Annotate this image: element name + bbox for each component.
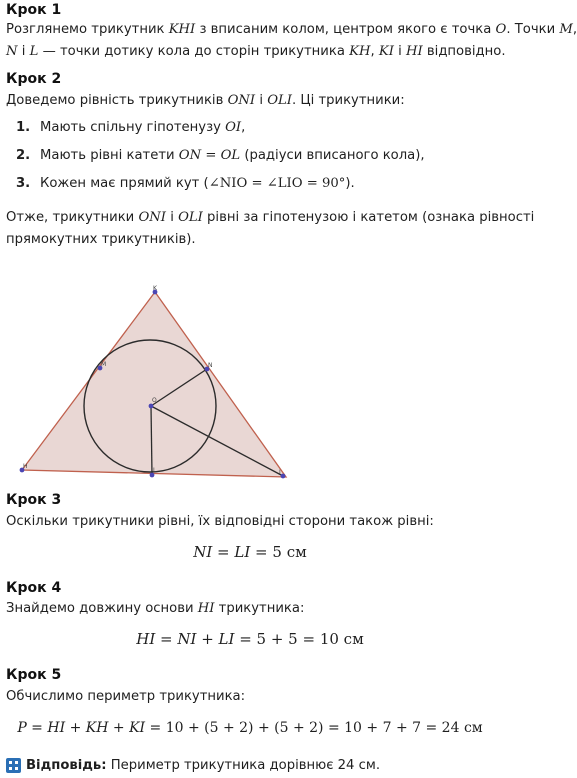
- step-1-line-1: Розглянемо трикутник KHI з вписаним колом, центром якого є точка O. Точки M,: [6, 22, 577, 37]
- triangle-khi: [22, 292, 286, 477]
- step-3-heading: Крок 3: [6, 492, 62, 508]
- step-4-text: Знайдемо довжину основи HI трикутника:: [6, 601, 305, 616]
- step-2-heading: Крок 2: [6, 71, 62, 87]
- point-i: [281, 474, 286, 479]
- step-2-conclusion-line-1: Отже, трикутники ONI і OLI рівні за гіпотенузою і катетом (ознака рівності: [6, 210, 535, 225]
- step-2-intro: Доведемо рівність трикутників ONI і OLI. Ці трикутники:: [6, 93, 405, 108]
- list-item: 3. Кожен має прямий кут (∠NIO = ∠LIO = 90°).: [16, 176, 355, 191]
- list-item: 2. Мають рівні катети ON = OL (радіуси вписаного кола),: [16, 148, 425, 163]
- step-4-heading: Крок 4: [6, 580, 62, 596]
- answer-label: Відповідь:: [26, 758, 107, 773]
- point-o: [149, 404, 154, 409]
- step-3-text: Оскільки трикутники рівні, їх відповідні сторони також рівні:: [6, 514, 434, 529]
- step-1-line-2: N і L — точки дотику кола до сторін трикутника KH, KI і HI відповідно.: [6, 44, 506, 59]
- label-l: L: [153, 467, 157, 474]
- label-m: M: [101, 361, 107, 368]
- label-i: I: [279, 469, 281, 476]
- step-3-formula: NI = LI = 5 см: [193, 543, 307, 561]
- step-5-heading: Крок 5: [6, 667, 62, 683]
- label-h: H: [23, 463, 28, 470]
- label-o: O: [152, 397, 157, 404]
- step-2-conclusion-line-2: прямокутних трикутників).: [6, 232, 196, 247]
- answer-text: Периметр трикутника дорівнює 24 см.: [106, 758, 381, 773]
- answer-icon: [6, 758, 21, 773]
- answer: [6, 758, 380, 773]
- list-item: 1. Мають спільну гіпотенузу OI,: [16, 120, 246, 135]
- step-5-formula: P = HI + KH + KI = 10 + (5 + 2) + (5 + 2) = 10 + 7 + 7 = 24 см: [17, 720, 483, 736]
- label-n: N: [208, 362, 213, 369]
- triangle-figure: [14, 280, 294, 485]
- step-4-formula: HI = NI + LI = 5 + 5 = 10 см: [136, 630, 364, 648]
- step-5-text: Обчислимо периметр трикутника:: [6, 689, 246, 704]
- label-k: K: [153, 285, 157, 292]
- step-1-heading: Крок 1: [6, 2, 62, 18]
